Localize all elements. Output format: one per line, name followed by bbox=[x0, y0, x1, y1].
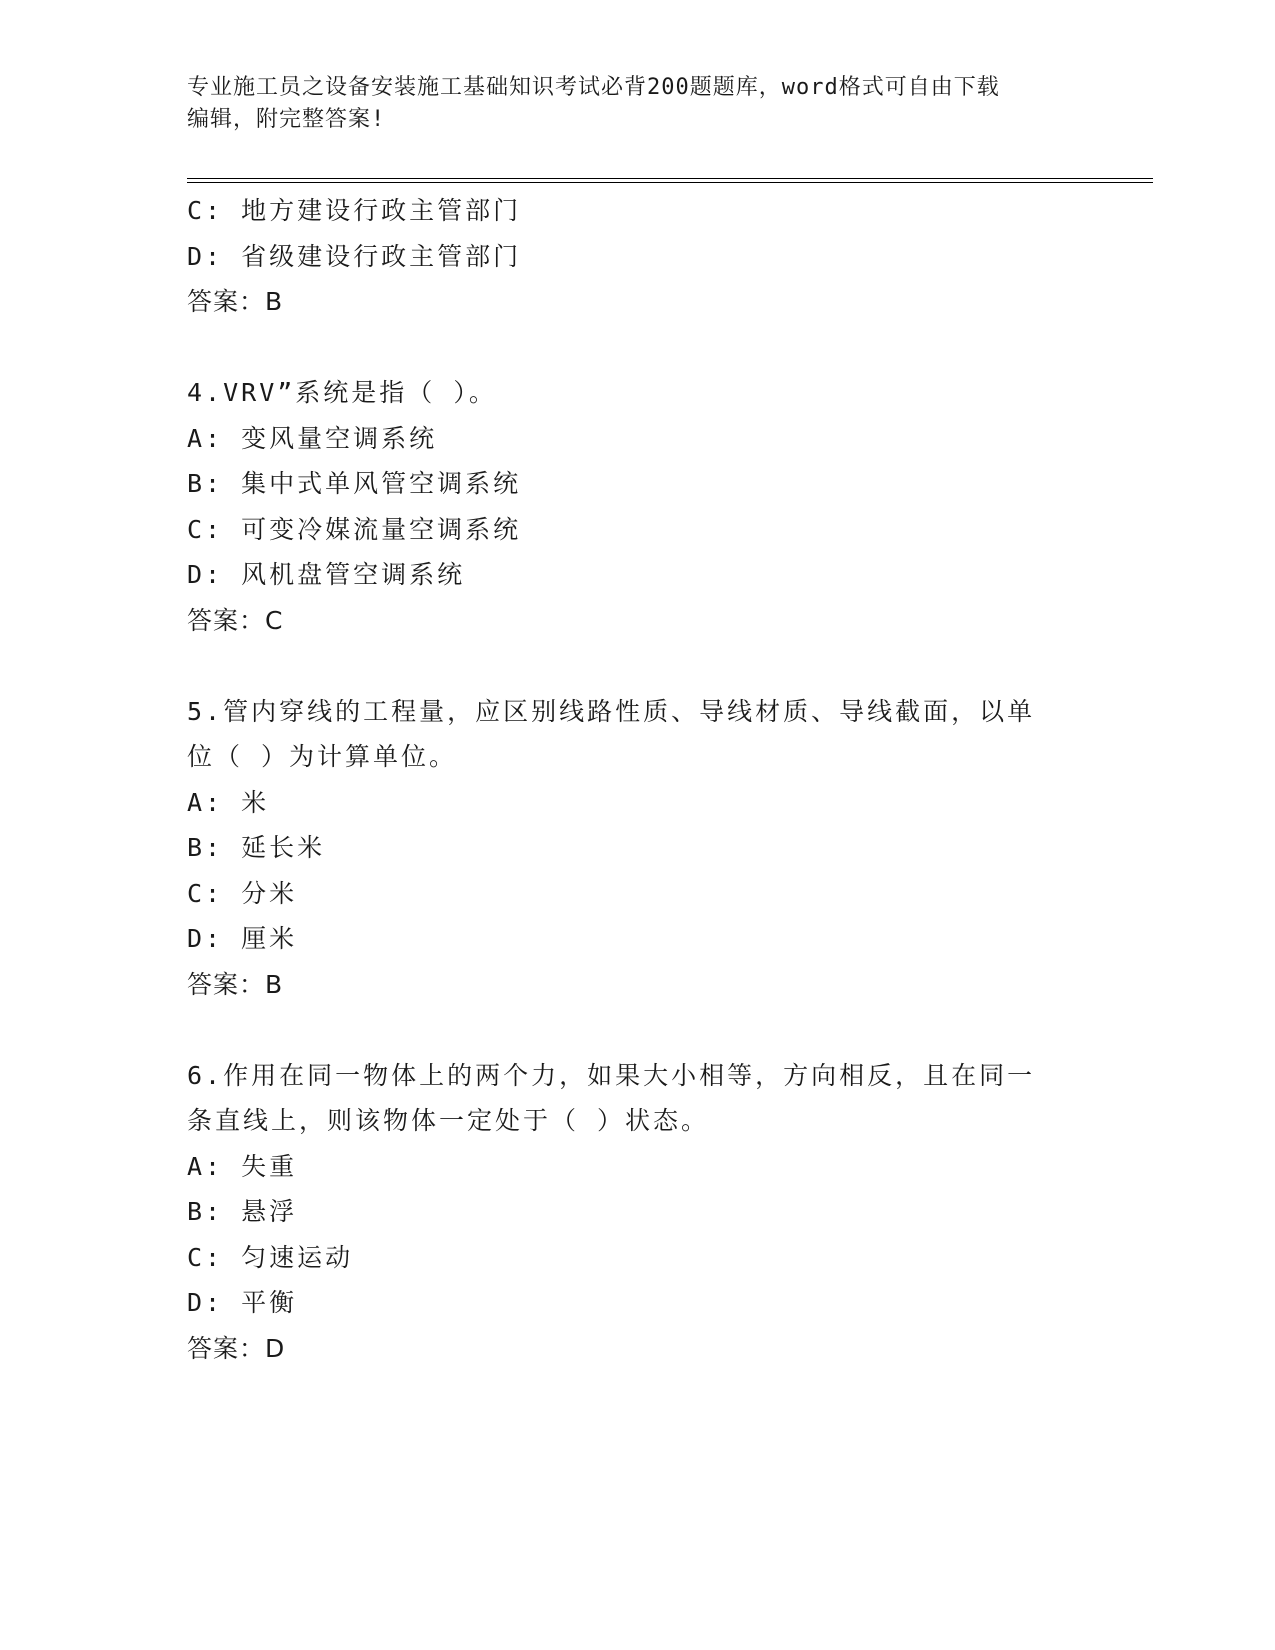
option-a: A: 变风量空调系统 bbox=[187, 423, 438, 453]
question-stem-continued: 条直线上，则该物体一定处于（ ）状态。 bbox=[187, 1106, 710, 1135]
document-header bbox=[187, 72, 1067, 136]
header-divider-bottom bbox=[187, 182, 1153, 183]
spacer bbox=[187, 643, 1087, 689]
question-stem: 5.管内穿线的工程量，应区别线路性质、导线材质、导线截面，以单 bbox=[187, 696, 1036, 726]
question-5 bbox=[187, 689, 1087, 1008]
option-d: D: 风机盘管空调系统 bbox=[187, 560, 466, 589]
option-d: D: 平衡 bbox=[187, 1288, 298, 1317]
option-a: A: 米 bbox=[187, 787, 270, 817]
option-c: C: 地方建设行政主管部门 bbox=[187, 196, 522, 225]
answer: 答案：B bbox=[187, 969, 284, 999]
header-line-2: 编辑，附完整答案! bbox=[187, 107, 386, 132]
spacer bbox=[187, 1007, 1087, 1053]
option-a: A: 失重 bbox=[187, 1151, 298, 1181]
header-line-1: 专业施工员之设备安装施工基础知识考试必背200题题库，word格式可自由下载 bbox=[187, 75, 1000, 100]
question-stem-continued: 位（ ）为计算单位。 bbox=[187, 742, 458, 771]
option-b: B: 悬浮 bbox=[187, 1197, 298, 1226]
option-d: D: 厘米 bbox=[187, 924, 298, 953]
answer: 答案：B bbox=[187, 287, 284, 316]
question-4 bbox=[187, 370, 1087, 643]
question-stem: 6.作用在同一物体上的两个力，如果大小相等，方向相反，且在同一 bbox=[187, 1060, 1036, 1090]
question-3-continued bbox=[187, 188, 1087, 325]
option-b: B: 集中式单风管空调系统 bbox=[187, 469, 522, 498]
answer: 答案：C bbox=[187, 605, 284, 635]
question-6 bbox=[187, 1053, 1087, 1372]
option-b: B: 延长米 bbox=[187, 833, 326, 862]
spacer bbox=[187, 325, 1087, 371]
option-c: C: 匀速运动 bbox=[187, 1242, 354, 1272]
question-stem: 4.VRV”系统是指（ ）。 bbox=[187, 378, 497, 407]
header-divider-top bbox=[187, 178, 1153, 179]
option-c: C: 分米 bbox=[187, 878, 298, 908]
option-c: C: 可变冷媒流量空调系统 bbox=[187, 514, 522, 544]
answer: 答案：D bbox=[187, 1333, 286, 1363]
option-d: D: 省级建设行政主管部门 bbox=[187, 241, 522, 271]
question-list bbox=[187, 188, 1087, 1371]
